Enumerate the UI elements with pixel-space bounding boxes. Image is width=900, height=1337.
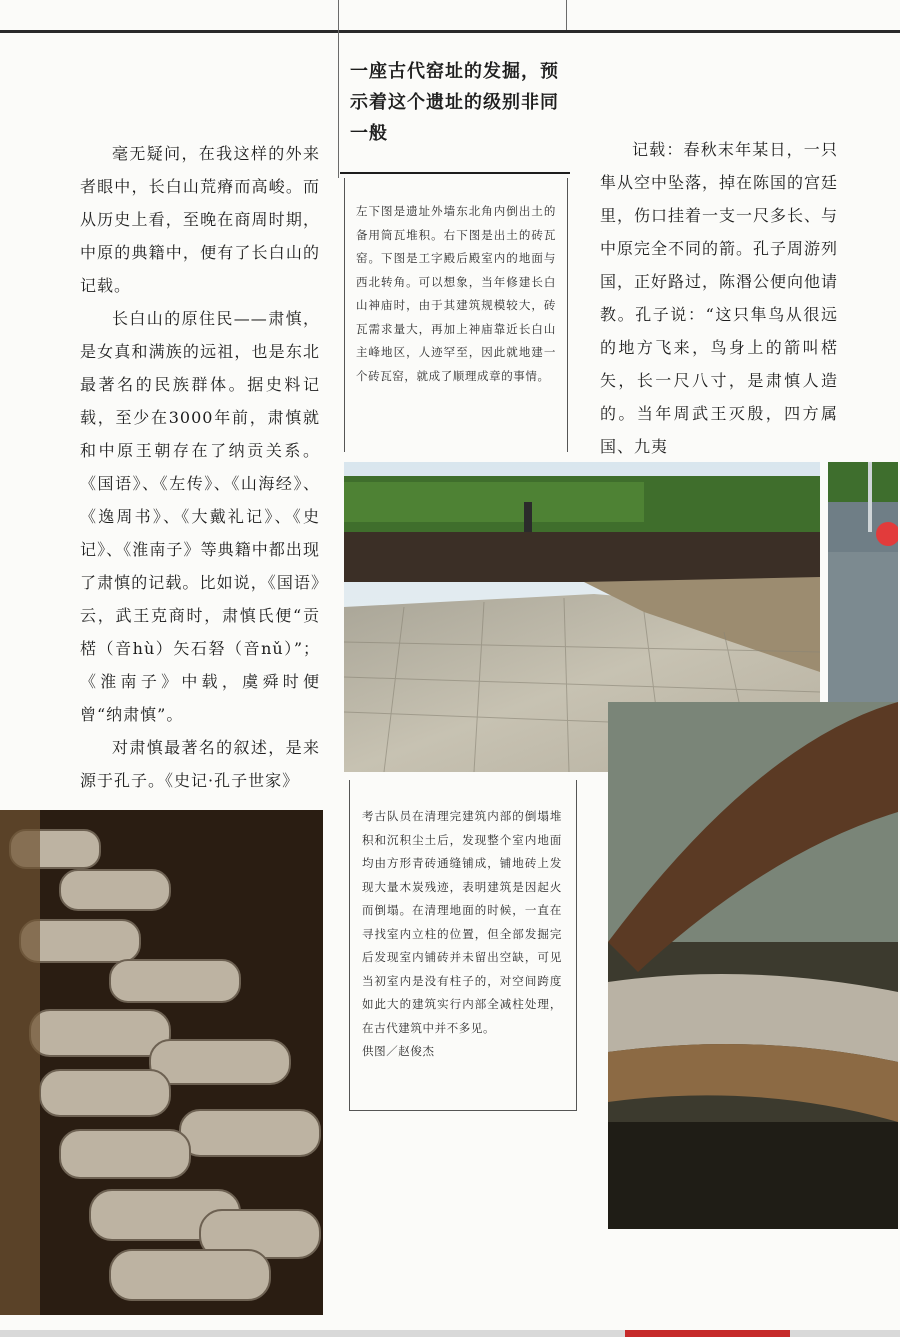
left-text-column bbox=[80, 137, 320, 797]
caption-bottom-text: 考古队员在清理完建筑内部的倒塌堆积和沉积尘土后，发现整个室内地面均由方形青砖通缝铺成，铺地砖上发现大量木炭残迹，表明建筑是因起火而倒塌。在清理地面的时候，一直在寻找室内立柱的位置，但全部发掘完后发现室内铺砖并未留出空缺，可见当初室内是没有柱子的，对空间跨度如此大的建筑实行内部全减柱处理，在古代建筑中并不多见。 bbox=[362, 809, 562, 1035]
column-divider-right bbox=[566, 0, 567, 30]
right-text-column bbox=[600, 133, 838, 463]
photo-credit: 供图／赵俊杰 bbox=[362, 1044, 435, 1058]
photo-kiln bbox=[608, 702, 898, 1229]
column-divider-left bbox=[338, 0, 339, 178]
caption-bottom bbox=[362, 805, 562, 1064]
photo-roof-tiles-image bbox=[0, 810, 323, 1315]
photo-right-edge-image bbox=[828, 462, 898, 722]
photo-roof-tiles bbox=[0, 810, 323, 1315]
bottom-accent-bar bbox=[625, 1330, 790, 1337]
photo-kiln-image bbox=[608, 702, 898, 1229]
paragraph: 记载：春秋末年某日，一只隼从空中坠落，掉在陈国的宫廷里，伤口挂着一支一尺多长、与中原完全不同的箭。孔子周游列国，正好路过，陈湣公便向他请教。孔子说：“这只隼鸟从很远的地方飞来，鸟身上的箭叫楛矢，长一尺八寸，是肃慎人造的。当年周武王灭殷，四方属国、九夷 bbox=[600, 140, 839, 456]
paragraph: 毫无疑问，在我这样的外来者眼中，长白山荒瘠而高峻。而从历史上看，至晚在商周时期，中原的典籍中，便有了长白山的记载。 bbox=[80, 144, 320, 295]
caption-top: 左下图是遗址外墙东北角内倒出土的备用筒瓦堆积。右下图是出土的砖瓦窑。下图是工字殿后殿室内的地面与西北转角。可以想象，当年修建长白山神庙时，由于其建筑规模较大，砖瓦需求量大，再加上神庙靠近长白山主峰地区，人迹罕至，因此就地建一个砖瓦窑，就成了顺理成章的事情。 bbox=[356, 204, 556, 383]
photo-right-edge bbox=[828, 462, 898, 722]
headline: 一座古代窑址的发掘，预示着这个遗址的级别非同一般 bbox=[350, 61, 559, 144]
headline-rule bbox=[340, 172, 570, 174]
paragraph: 对肃慎最著名的叙述，是来源于孔子。《史记·孔子世家》 bbox=[80, 738, 320, 790]
top-rule bbox=[0, 30, 900, 33]
paragraph: 长白山的原住民——肃慎，是女真和满族的远祖，也是东北最著名的民族群体。据史料记载，至少在3000年前，肃慎就和中原王朝存在了纳贡关系。《国语》、《左传》、《山海经》、《逸周书》、《大戴礼记》、《史记》、《淮南子》等典籍中都出现了肃慎的记载。比如说，《国语》云，武王克商时，肃慎氏便“贡楛（音hù）矢石砮（音nǔ）”；《淮南子》中载，虞舜时便曾“纳肃慎”。 bbox=[80, 309, 320, 724]
